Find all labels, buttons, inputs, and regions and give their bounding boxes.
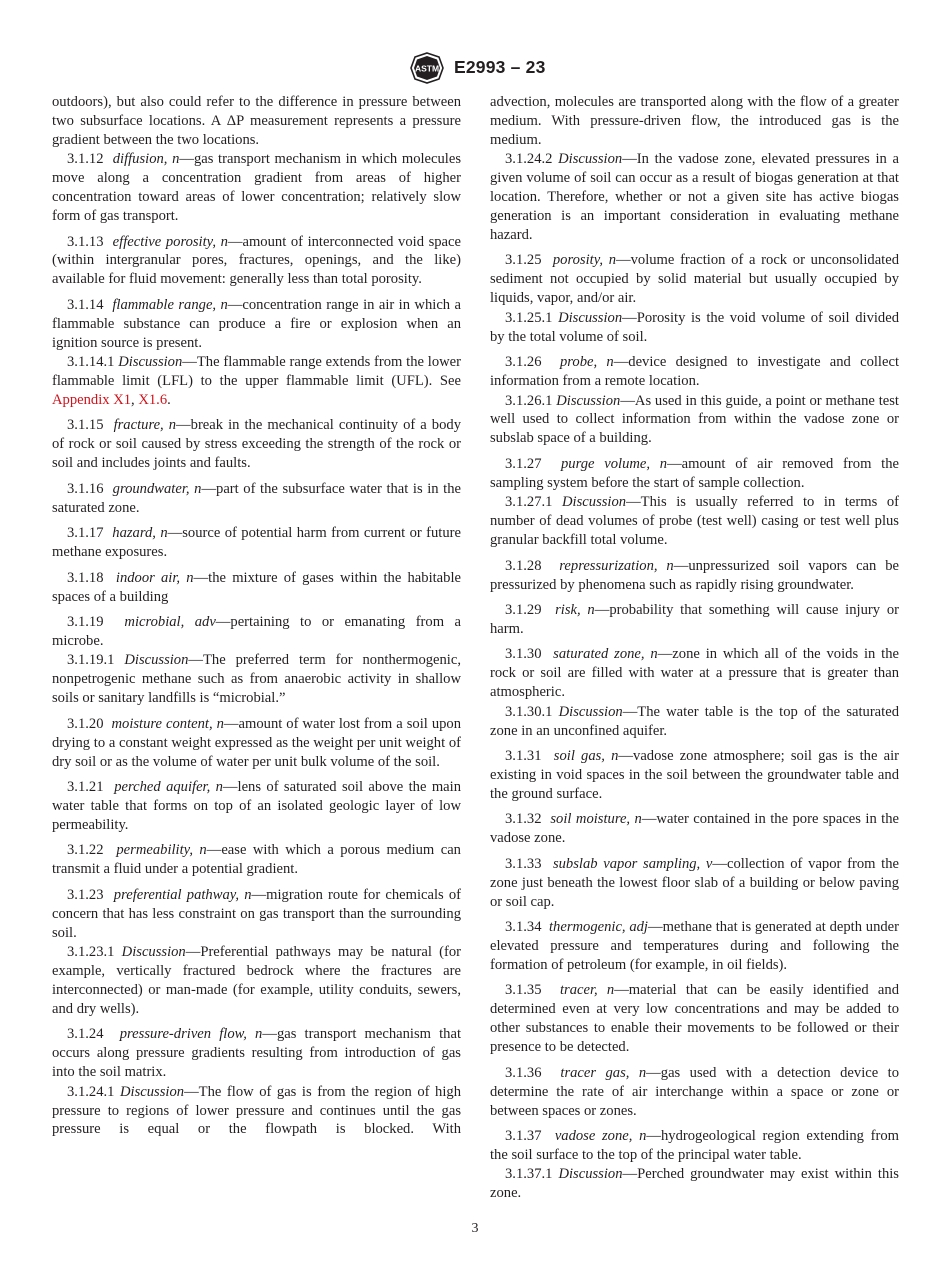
paragraph: advection, molecules are transported along with the flow of a greater medium. With pressure-driven flow, the introduced gas is the medium. <box>490 94 899 148</box>
definition: 3.1.24 pressure-driven flow, n—gas transport mechanism that occurs along pressure gradients resulting from introduction of gas into the soil matrix. <box>52 1026 462 1081</box>
definition: 3.1.33 subslab vapor sampling, v—collection of vapor from the zone just beneath the lowest floor slab of a building or below paving or soil cap. <box>490 855 900 910</box>
right-column <box>490 93 899 1210</box>
discussion: 3.1.19.1 Discussion—The preferred term for nonthermogenic, nonpetrogenic methane such as from anaerobic activity in shallow soils or sanitary landfills is “microbial.” <box>52 652 461 707</box>
definition: 3.1.26 probe, n—device designed to investigate and collect information from a remote location. <box>490 354 899 390</box>
definition: 3.1.34 thermogenic, adj—methane that is generated at depth under elevated pressure and temperatures during and following the formation of petroleum (for example, in oil fields). <box>490 919 899 973</box>
definition: 3.1.16 groundwater, n—part of the subsurface water that is in the saturated zone. <box>52 480 461 516</box>
definition: 3.1.14 flammable range, n—concentration range in air in which a flammable substance can produce a fire or explosion when an ignition source is present. <box>52 296 461 351</box>
definition: 3.1.30 saturated zone, n—zone in which all of the voids in the rock or soil are filled with water at a pressure that is greater than atmospheric. <box>490 646 899 701</box>
definition: 3.1.13 effective porosity, n—amount of interconnected void space (within intergranular pores, fractures, openings, and the like) available for fluid movement: generally less than total porosity. <box>52 233 461 288</box>
discussion: 3.1.26.1 Discussion—As used in this guide, a point or methane test well used to collect information from within the vadose zone or subslab space of a building. <box>490 392 899 447</box>
appendix-link[interactable]: Appendix X1 <box>52 391 132 408</box>
definition: 3.1.12 diffusion, n—gas transport mechanism in which molecules move along a concentration gradient from areas of higher concentration toward areas of lower concentration; relatively slow form of gas transport. <box>52 151 462 225</box>
definition: 3.1.35 tracer, n—material that can be easily identified and determined even at very low concentrations and may be added to other substances to enable their movements to be followed or their presence to be detected. <box>490 982 899 1056</box>
astm-logo-icon <box>408 52 446 84</box>
definition: 3.1.22 permeability, n—ease with which a porous medium can transmit a fluid under a potential gradient. <box>52 842 461 878</box>
definition: 3.1.23 preferential pathway, n—migration route for chemicals of concern that has less constraint on gas transport than the surrounding soil. <box>52 886 461 941</box>
discussion: 3.1.27.1 Discussion—This is usually referred to in terms of number of dead volumes of probe (test well) casing or test well plus granular backfill total volume. <box>490 494 899 549</box>
discussion: 3.1.37.1 Discussion—Perched groundwater may exist within this zone. <box>490 1166 899 1202</box>
discussion: 3.1.30.1 Discussion—The water table is the top of the saturated zone in an unconfined aquifer. <box>490 703 899 739</box>
definition: 3.1.27 purge volume, n—amount of air removed from the sampling system before the start of sample collection. <box>490 455 899 491</box>
section-link[interactable]: X1.6 <box>138 391 168 408</box>
discussion: 3.1.25.1 Discussion—Porosity is the void volume of soil divided by the total volume of soil. <box>490 309 899 345</box>
definition: 3.1.29 risk, n—probability that something will cause injury or harm. <box>490 602 900 637</box>
definition: 3.1.28 repressurization, n—unpressurized soil vapors can be pressurized by phenomena such as rapidly rising groundwater. <box>490 557 899 593</box>
definition: 3.1.18 indoor air, n—the mixture of gases within the habitable spaces of a building <box>52 569 461 605</box>
svg-text:ASTM: ASTM <box>414 63 440 74</box>
page-header <box>0 52 950 86</box>
discussion: 3.1.23.1 Discussion—Preferential pathways may be natural (for example, vertically fractured bedrock where the fractures are interconnected) or man-made (for example, utility conduits, sewers, and dry wells). <box>52 944 461 1017</box>
page-number: 3 <box>471 1221 479 1236</box>
discussion: 3.1.24.1 Discussion—The flow of gas is from the region of high pressure to regions of lower pressure and continues until the gas pressure is equal or the flowpath is blocked. With <box>52 1083 461 1138</box>
definition: 3.1.15 fracture, n—break in the mechanical continuity of a body of rock or soil caused by stress exceeding the strength of the rock or soil and includes joints and faults. <box>52 417 461 472</box>
definition: 3.1.32 soil moisture, n—water contained in the pore spaces in the vadose zone. <box>490 811 900 847</box>
discussion: 3.1.24.2 Discussion—In the vadose zone, elevated pressures in a given volume of soil can occur as a result of biogas generation at that location. Therefore, whether or not a given site has active biogas generation is an important consideration in evaluating methane hazard. <box>490 151 899 243</box>
left-column <box>52 93 461 1146</box>
paragraph: outdoors), but also could refer to the difference in pressure between two subsurface locations. A ΔP measurement represents a pressure gradient between the two locations. <box>52 94 461 148</box>
definition: 3.1.21 perched aquifer, n—lens of saturated soil above the main water table that forms on top of an isolated geologic layer of low permeability. <box>52 779 462 833</box>
definition: 3.1.36 tracer gas, n—gas used with a detection device to determine the rate of air interchange within a space or zone or between spaces or zones. <box>490 1064 900 1119</box>
definition: 3.1.25 porosity, n—volume fraction of a rock or unconsolidated sediment not occupied by solid material but usually occupied by liquids, vapor, and/or air. <box>490 252 899 307</box>
definition: 3.1.20 moisture content, n—amount of water lost from a soil upon drying to a constant weight expressed as the weight per unit weight of dry soil or as the volume of water per unit bulk volume of the soil. <box>52 715 462 770</box>
definition: 3.1.37 vadose zone, n—hydrogeological region extending from the soil surface to the top of the principal water table. <box>490 1128 899 1163</box>
standard-designation: E2993 – 23 <box>454 57 546 77</box>
discussion: 3.1.14.1 Discussion—The flammable range extends from the lower flammable limit (LFL) to the upper flammable limit (UFL). See Appendix X1, X1.6. <box>52 354 461 408</box>
definition: 3.1.17 hazard, n—source of potential harm from current or future methane exposures. <box>52 525 461 561</box>
definition: 3.1.31 soil gas, n—vadose zone atmosphere; soil gas is the air existing in void spaces in the soil between the groundwater table and the ground surface. <box>490 748 899 802</box>
definition: 3.1.19 microbial, adv—pertaining to or emanating from a microbe. <box>52 614 461 649</box>
